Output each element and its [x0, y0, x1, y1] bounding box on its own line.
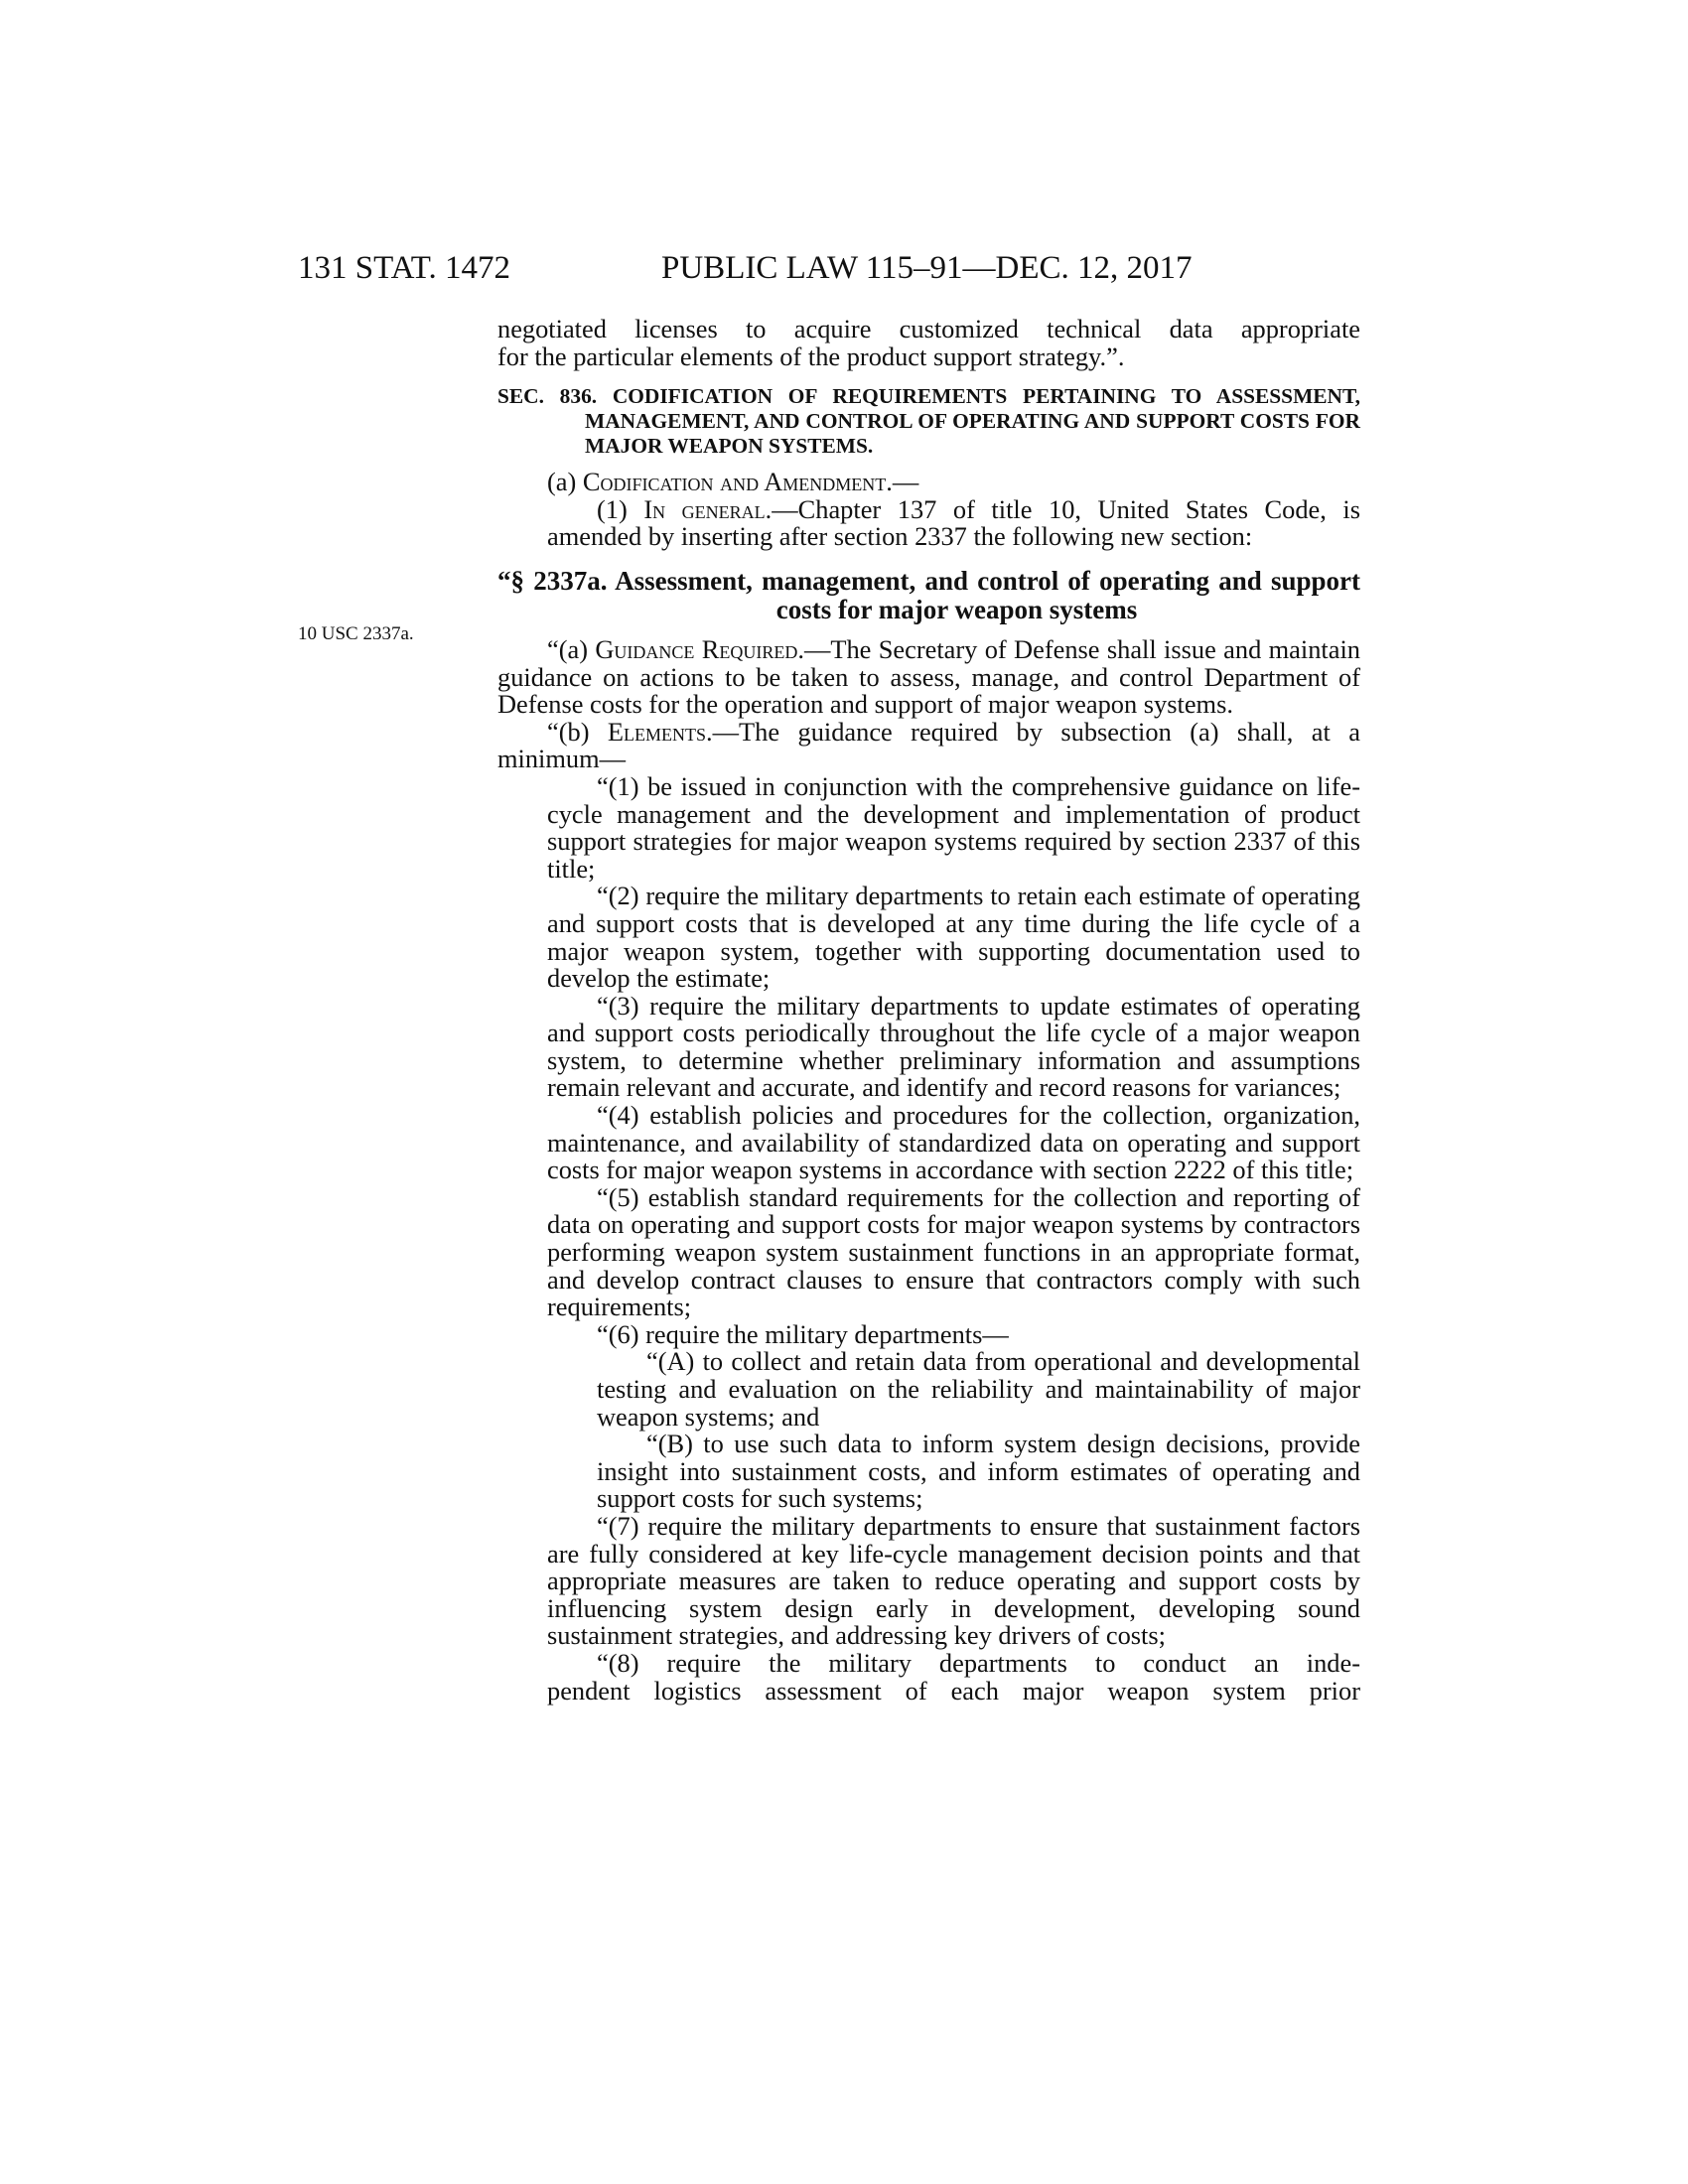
subsection-a-heading: Codification and Amendment.	[582, 467, 893, 497]
elements	[497, 716, 1360, 774]
guidance-heading: Guidance Required.	[595, 633, 804, 664]
section-heading: SEC. 836. CODIFICATION OF REQUIREMENTS PERTAINING TO ASSESSMENT, MANAGEMENT, AND CONTROL OF OPERATING AND SUPPORT COSTS FOR MAJOR WEAPON SYSTEMS.	[497, 384, 1360, 459]
paragraph-1	[497, 493, 1360, 552]
guidance-label: “(a)	[547, 633, 596, 664]
law-citation: PUBLIC LAW 115–91—DEC. 12, 2017	[661, 250, 1193, 286]
stat-citation: 131 STAT. 1472	[298, 250, 511, 286]
elements-heading: Elements.	[607, 716, 713, 747]
list-item: “(4) establish policies and procedures for the collection, organization, maintenance, and availability of standardized data on operating and support costs for major weapon systems in accordance with section 2222 of this title;	[547, 1100, 1360, 1185]
sub-list-item: “(B) to use such data to inform system design decisions, provide insight into sustainment costs, and inform estimates of operating and support costs for such systems;	[597, 1429, 1360, 1514]
elements-text: —The guidance required by subsection (a) shall, at a minimum—	[497, 716, 1360, 774]
subsection-a-dash: —	[892, 467, 919, 497]
subsection-a-label: (a)	[547, 467, 583, 497]
list-item: “(6) require the military departments—	[597, 1318, 1009, 1349]
sub-list-item: “(A) to collect and retain data from operational and developmental testing and evaluation on the reliability and maintainability of major weapon systems; and	[597, 1346, 1360, 1432]
text-column	[497, 316, 1360, 1705]
paragraph-1-heading: In general.	[643, 493, 773, 524]
list-item: “(2) require the military departments to retain each estimate of operating and support costs that is developed at any time during the life cycle of a major weapon system, together with supporting documentation used to develop the estimate;	[547, 881, 1360, 994]
page-header	[298, 250, 1370, 290]
elements-label: “(b)	[547, 716, 608, 747]
continuation-line-1: negotiated licenses to acquire customized technical data appropriate	[497, 314, 1360, 343]
final-item-line-1: “(8) require the military departments to conduct an inde-	[597, 1647, 1360, 1678]
final-item-line-2: pendent logistics assessment of each major weapon system prior	[547, 1675, 1360, 1706]
continuation-line-2: for the particular elements of the product support strategy.”.	[497, 341, 1125, 371]
list-item: “(3) require the military departments to update estimates of operating and support costs periodically throughout the life cycle of a major weapon system, to determine whether preliminary information and assumptions remain relevant and accurate, and identify and record reasons for variances;	[547, 990, 1360, 1103]
guidance-text: —The Secretary of Defense shall issue and maintain guidance on actions to be taken to assess, manage, and control Department of Defense costs for the operation and support of major weapon systems.	[497, 633, 1360, 720]
list-item: “(5) establish standard requirements for the collection and reporting of data on operating and support costs for major weapon systems by contractors performing weapon system sustainment functions in an appropriate format, and develop contract clauses to ensure that contractors comply with such requirements;	[547, 1181, 1360, 1322]
list-item: “(1) be issued in conjunction with the comprehensive guidance on life-cycle management and the development and implementation of product support strategies for major weapon systems required by section 2337 of this title;	[547, 770, 1360, 884]
guidance-required	[497, 633, 1360, 720]
paragraph-1-text: —Chapter 137 of title 10, United States Code, is amended by inserting after section 2337 the following new section:	[547, 493, 1360, 552]
list-item: “(7) require the military departments to ensure that sustainment factors are fully considered at key life-cycle management decision points and that appropriate measures are taken to reduce operating and support costs by influencing system design early in development, developing sound sustainment strategies, and addressing key drivers of costs;	[547, 1510, 1360, 1651]
subsection-a	[497, 469, 1360, 496]
paragraph-1-label: (1)	[597, 493, 644, 524]
new-section-title: “§ 2337a. Assessment, management, and control of operating and support costs for major weapon systems	[497, 565, 1360, 624]
margin-note-usc: 10 USC 2337a.	[298, 623, 414, 644]
